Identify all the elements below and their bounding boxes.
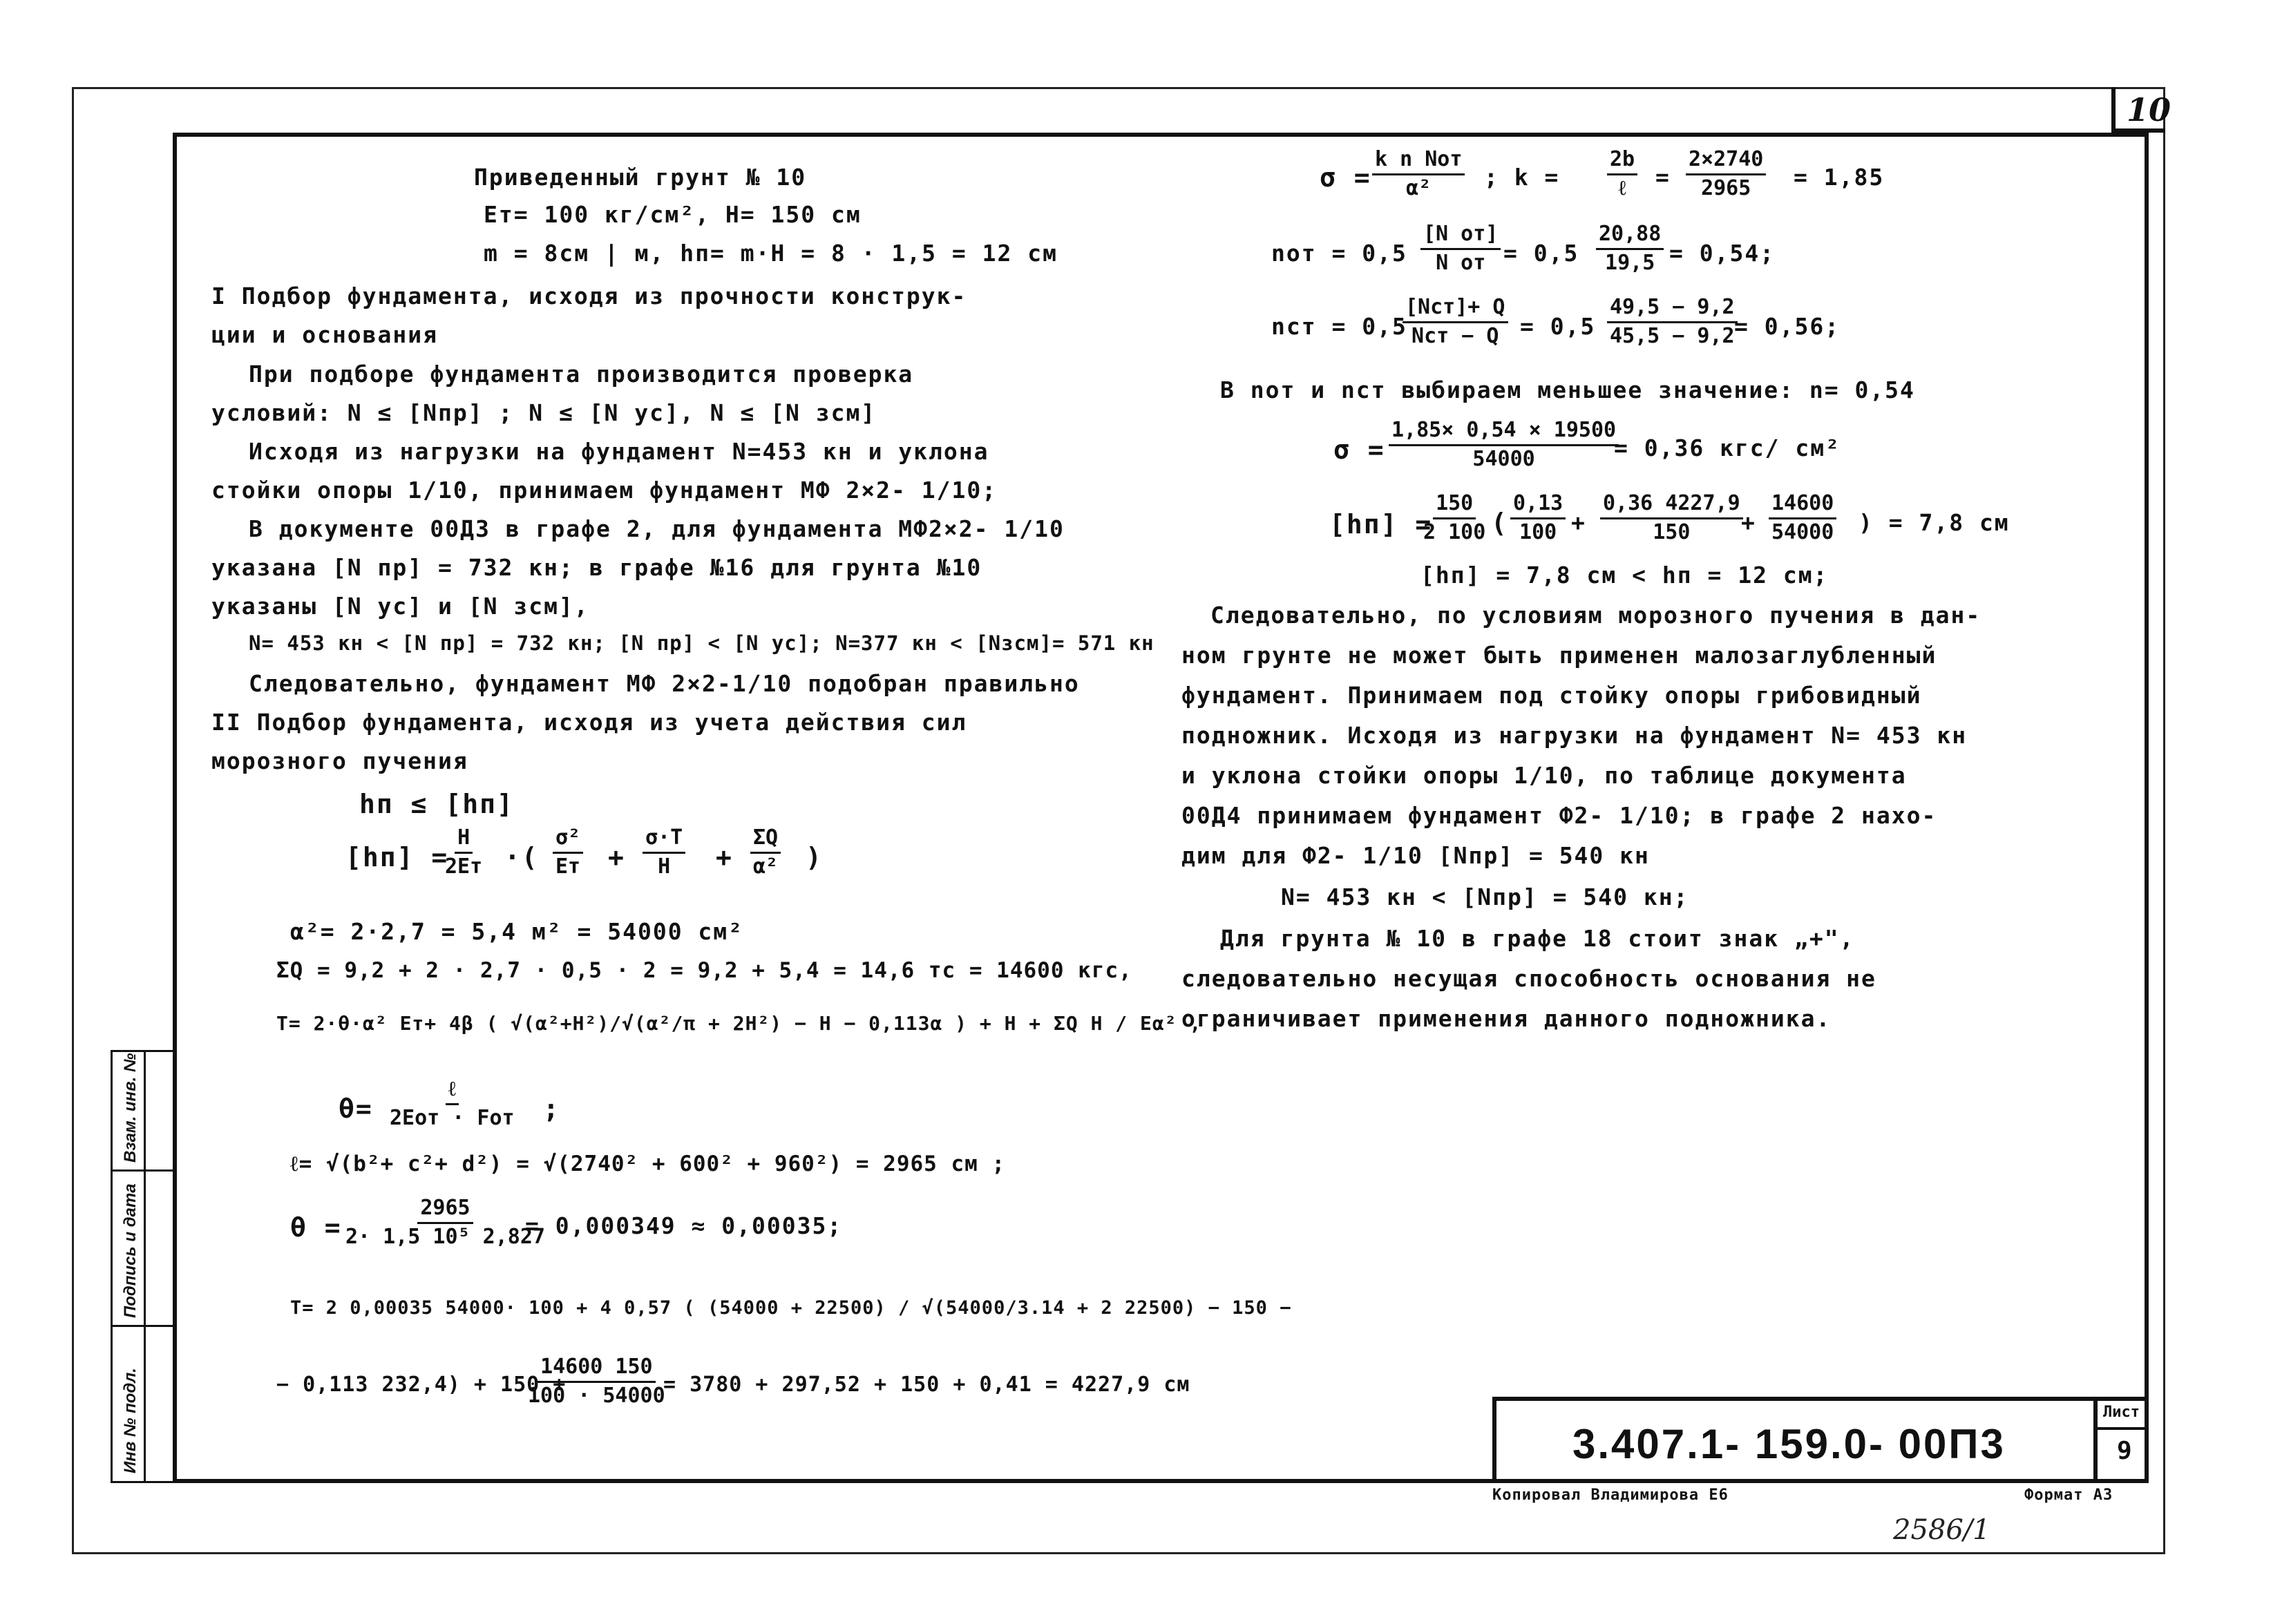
denominator: 2965 [1701,175,1751,200]
document-number: 3.407.1- 159.0- 00П3 [1572,1421,2006,1467]
fraction [1769,492,1836,544]
formula-n-st-lhs: nст = 0,5 [1271,313,1407,340]
paragraph-line: ограничивает применения данного подножника. [1181,1005,1832,1032]
paragraph-line: условий: N ≤ [Nпр] ; N ≤ [N ус], N ≤ [N зсм] [211,399,877,426]
fraction [643,826,685,879]
numerator: 1,85× 0,54 × 19500 [1389,419,1619,446]
denominator: 2 100 [1423,519,1486,544]
fraction [1596,222,1664,275]
section-2-title: II Подбор фундамента, исходя из учета действия сил [211,709,967,736]
denominator: 150 [1653,519,1691,544]
numerator: [Nст]+ Q [1403,296,1508,323]
formula-length: ℓ= √(b²+ c²+ d²) = √(2740² + 600² + 960²) = 2965 см ; [290,1152,1006,1176]
binding-separator [113,1325,175,1327]
formula-symbol: = 0,5 [1503,240,1579,267]
denominator: Ет [555,854,581,879]
denominator: 2· 1,5 10⁵ 2,827 [345,1224,545,1249]
fraction [343,1196,548,1249]
formula-symbol: ; k = [1484,164,1560,191]
fraction [553,826,583,879]
handwritten-note: 2586/1 [1893,1514,1990,1546]
paragraph-line: указаны [N ус] и [N зсм], [211,593,589,620]
formula-symbol: = 0,5 [1520,313,1596,340]
heading-params: Ет= 100 кг/см², Н= 150 см [484,201,862,228]
formula-symbol: + [608,842,625,872]
formula-theta-lhs: θ= [339,1093,373,1124]
numerator: 20,88 [1596,222,1664,250]
numerator: 2×2740 [1686,148,1766,175]
fraction [1607,296,1738,348]
copied-by-note: Копировал Владимирова Е6 [1492,1487,1729,1504]
formula-symbol: ·( [504,842,539,872]
formula-hn-lhs: [hп] = [345,842,449,872]
paragraph-line: фундамент. Принимаем под стойку опоры грибовидный [1181,682,1922,709]
fraction [525,1355,668,1408]
formula-symbol: ( [1491,508,1508,538]
fraction [1403,296,1508,348]
sheet-label-divider [2098,1427,2149,1430]
fraction [1510,492,1566,544]
formula-symbol: ; [543,1093,560,1124]
formula-symbol: = [1655,164,1671,191]
denominator: 54000 [1472,446,1535,471]
formula-condition: hп ≤ [hп] [359,789,514,819]
numerator: ℓ [446,1078,459,1105]
numerator: 2b [1607,148,1637,175]
binding-column-b [144,1052,175,1481]
heading-soil: Приведенный грунт № 10 [474,164,807,191]
denominator: α² [753,854,779,879]
formula-t-cont: − 0,113 232,4) + 150 + [276,1373,567,1397]
fraction [1686,148,1766,200]
paragraph-line: N= 453 кн < [N пр] = 732 кн; [N пр] < [N ус]; N=377 кн < [Nзсм]= 571 кн [249,631,1154,655]
paragraph-line: дим для Ф2- 1/10 [Nпр] = 540 кн [1181,842,1650,869]
formula-t: Т= 2·θ·α² Ет+ 4β ( √(α²+H²)/√(α²/π + 2H²) − H − 0,113α ) + H + ΣQ H / Eα² , [276,1012,1202,1035]
numerator: 150 [1433,492,1476,519]
paragraph-line: ном грунте не может быть применен малозаглубленный [1181,642,1937,669]
denominator: 100 · 54000 [528,1383,665,1408]
format-note: Формат А3 [2024,1487,2113,1504]
title-block [1492,1397,2149,1483]
paragraph-line: подножник. Исходя из нагрузки на фундамент N= 453 кн [1181,722,1968,749]
sheet-box [2093,1401,2149,1483]
fraction [442,826,485,879]
formula-sigma-value: = 0,36 кгс/ см² [1614,434,1841,461]
denominator: 100 [1519,519,1557,544]
binding-label-replace-inv: Взам. инв. № [121,1053,140,1163]
numerator: 14600 [1769,492,1836,519]
formula-theta-lhs: θ = [290,1212,342,1243]
paragraph-line: Следовательно, по условиям морозного пучения в дан- [1210,602,1981,629]
sheet-label: Лист [2103,1404,2140,1421]
denominator: Nст − Q [1411,323,1499,348]
paragraph-line: Исходя из нагрузки на фундамент N=453 кн и уклона [249,438,989,465]
section-1-title-cont: ции и основания [211,321,439,348]
binding-label-inv-orig: Инв № подл. [121,1368,140,1473]
paragraph-line: 00Д4 принимаем фундамент Ф2- 1/10; в графе 2 нахо- [1181,802,1937,829]
denominator: 45,5 − 9,2 [1610,323,1735,348]
denominator: N от [1436,250,1486,275]
formula-t-result: = 3780 + 297,52 + 150 + 0,41 = 4227,9 см [663,1373,1190,1397]
formula-symbol: + [1741,509,1756,536]
formula-k-value: = 1,85 [1794,164,1885,191]
fraction [1607,148,1637,200]
heading-depth: m = 8см | м, hп= m·H = 8 · 1,5 = 12 см [484,240,1058,267]
binding-label-sign-date: Подпись и дата [121,1183,140,1318]
comparison-line: N= 453 кн < [Nпр] = 540 кн; [1281,883,1689,910]
paragraph-line: и уклона стойки опоры 1/10, по таблице документа [1181,762,1907,789]
formula-n-ot-lhs: nот = 0,5 [1271,240,1407,267]
numerator: [N от] [1420,222,1501,250]
denominator: α² [1406,175,1432,200]
sheet-number: 9 [2117,1437,2132,1465]
formula-hn-lhs: [hп] = [1329,509,1433,539]
fraction [750,826,781,879]
fraction [1372,148,1465,200]
denominator: 2Ет [445,854,483,879]
paragraph-line: Следовательно, фундамент МФ 2×2-1/10 подобран правильно [249,670,1080,697]
numerator: ΣQ [750,826,781,854]
denominator: ℓ [1618,175,1626,200]
formula-t-substituted: Т= 2 0,00035 54000· 100 + 4 0,57 ( (54000 + 22500) / √(54000/3.14 + 2 22500) − 150 − [290,1297,1292,1319]
formula-symbol: + [716,842,733,872]
paragraph-line: При подборе фундамента производится проверка [249,361,914,388]
denominator: Н [658,854,671,879]
fraction [1420,222,1501,275]
section-1-title: I Подбор фундамента, исходя из прочности конструк- [211,283,967,309]
numerator: σ·Т [643,826,685,854]
comparison-line: [hп] = 7,8 см < hп = 12 см; [1420,562,1829,589]
fraction [1389,419,1619,471]
formula-n-ot-value: = 0,54; [1669,240,1776,267]
numerator: 14600 150 [538,1355,656,1383]
formula-symbol: + [1571,509,1586,536]
formula-sum-q: ΣQ = 9,2 + 2 · 2,7 · 0,5 · 2 = 9,2 + 5,4 = 14,6 тс = 14600 кгс, [276,958,1132,983]
binding-separator [113,1169,175,1172]
paragraph-line: В документе 00Д3 в графе 2, для фундамента МФ2×2- 1/10 [249,515,1065,542]
fraction [1600,492,1743,544]
denominator: 54000 [1771,519,1834,544]
sheet-corner-number: 10 [2127,91,2171,128]
fraction [387,1078,517,1130]
section-2-title-cont: морозного пучения [211,747,468,774]
sheet-corner-box [2111,87,2171,133]
formula-symbol: ) [806,842,823,872]
formula-sigma-lhs: σ = [1333,434,1385,465]
numerator: Н [455,826,473,854]
paragraph-line: следовательно несущая способность основания не [1181,965,1876,992]
choose-n-line: В nот и nст выбираем меньшее значение: n= 0,54 [1220,376,1915,403]
numerator: 2965 [417,1196,473,1224]
numerator: σ² [553,826,583,854]
binding-strip [111,1050,173,1483]
numerator: 49,5 − 9,2 [1607,296,1738,323]
numerator: 0,13 [1510,492,1566,519]
paragraph-line: стойки опоры 1/10, принимаем фундамент МФ 2×2- 1/10; [211,477,998,504]
paragraph-line: Для грунта № 10 в графе 18 стоит знак „+", [1220,925,1855,952]
numerator: k n Nот [1372,148,1465,175]
formula-n-st-value: = 0,56; [1734,313,1841,340]
formula-hn-value: ) = 7,8 см [1859,509,2010,536]
fraction [1420,492,1488,544]
denominator: 19,5 [1605,250,1655,275]
numerator: 0,36 4227,9 [1600,492,1743,519]
formula-theta-value: = 0,000349 ≈ 0,00035; [525,1212,843,1239]
paragraph-line: указана [N пр] = 732 кн; в графе №16 для грунта №10 [211,554,982,581]
formula-area: α²= 2·2,7 = 5,4 м² = 54000 см² [290,918,744,945]
formula-sigma-lhs: σ = [1320,162,1371,193]
denominator: 2Eот · Fот [390,1105,515,1130]
